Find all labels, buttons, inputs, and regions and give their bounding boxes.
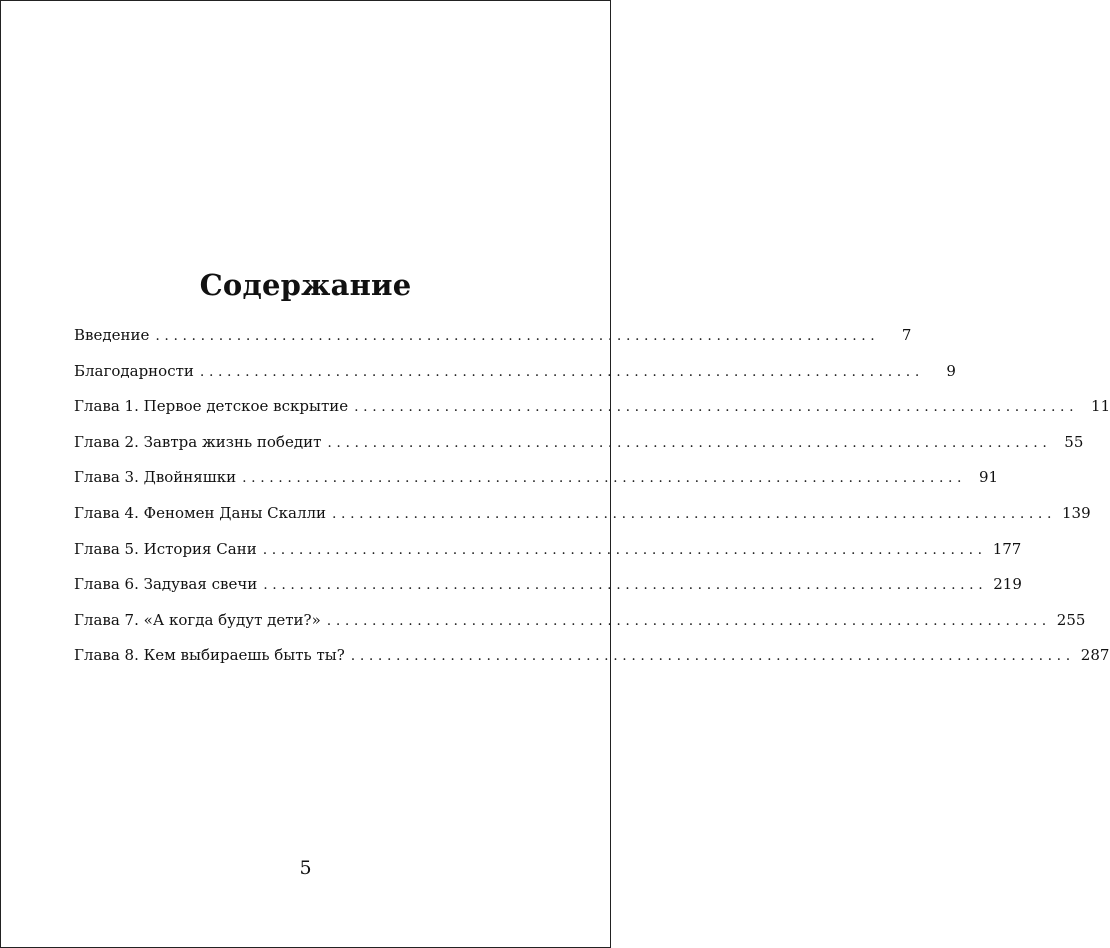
toc-dot-leader: ................................................................................ xyxy=(242,470,967,487)
toc-entry-page: 91 xyxy=(979,468,999,487)
toc-dot-leader: ................................................................................ xyxy=(262,541,987,558)
toc-entry-label: Благодарности xyxy=(74,361,194,380)
toc-entry xyxy=(74,432,1084,469)
toc-entry-label: Глава 1. Первое детское вскрытие xyxy=(74,397,349,416)
toc-entry xyxy=(74,326,912,362)
toc-dot-leader: ................................................................................ xyxy=(332,505,1057,522)
toc-entry xyxy=(74,468,999,504)
toc-entry-label: Глава 8. Кем выбираешь быть ты? xyxy=(74,646,345,665)
toc-dot-leader: ................................................................................ xyxy=(327,434,1052,451)
toc-entry-page: 219 xyxy=(993,575,1022,594)
toc-entry xyxy=(74,503,1091,540)
toc-entry-label: Глава 4. Феномен Даны Скалли xyxy=(74,503,326,522)
toc-entry-page: 11 xyxy=(1091,397,1110,416)
toc-entry-page: 139 xyxy=(1062,503,1091,522)
toc-entry xyxy=(74,646,1110,682)
toc-entry-label: Глава 5. История Сани xyxy=(74,539,257,558)
toc-entry-label: Глава 2. Завтра жизнь победит xyxy=(74,432,322,451)
toc-dot-leader: ................................................................................ xyxy=(350,648,1075,665)
toc-entry-page: 7 xyxy=(901,326,912,344)
toc-entry-label: Глава 3. Двойняшки xyxy=(74,468,237,487)
toc-entry-label: Введение xyxy=(74,326,150,344)
toc-dot-leader: ................................................................................ xyxy=(263,577,988,594)
toc-entry-page: 255 xyxy=(1056,610,1086,629)
toc-dot-leader: ................................................................................ xyxy=(354,399,1079,416)
toc-entry xyxy=(74,361,956,398)
toc-dot-leader: ................................................................................ xyxy=(326,612,1051,629)
table-of-contents xyxy=(74,326,1110,682)
toc-entry xyxy=(74,397,1110,433)
toc-entry-page: 287 xyxy=(1080,646,1110,665)
toc-entry-label: Глава 7. «А когда будут дети?» xyxy=(74,610,321,629)
toc-entry-page: 55 xyxy=(1064,432,1084,451)
toc-entry-label: Глава 6. Задувая свечи xyxy=(74,575,258,594)
page-title: Содержание xyxy=(199,268,412,302)
toc-entry xyxy=(74,539,1022,576)
toc-entry xyxy=(74,610,1086,647)
toc-dot-leader: ................................................................................ xyxy=(199,363,924,380)
toc-dot-leader: ................................................................................ xyxy=(155,328,880,344)
toc-entry-page: 9 xyxy=(946,361,956,380)
toc-entry-page: 177 xyxy=(992,539,1022,558)
toc-entry xyxy=(74,575,1022,611)
page-number: 5 xyxy=(299,857,312,879)
